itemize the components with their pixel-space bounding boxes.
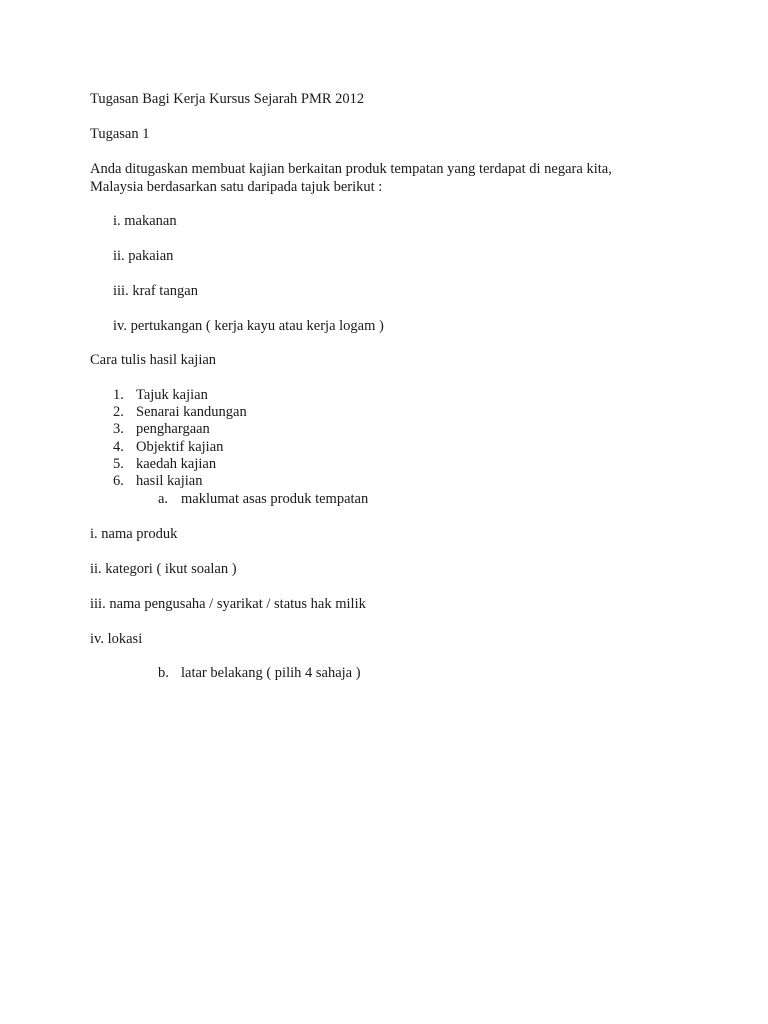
step-text: Objektif kajian xyxy=(136,439,224,455)
detail-item: iii. nama pengusaha / syarikat / status hak milik xyxy=(90,596,366,612)
detail-item: ii. kategori ( ikut soalan ) xyxy=(90,561,237,577)
step-number: 4. xyxy=(113,439,124,455)
step-text: Tajuk kajian xyxy=(136,387,208,403)
step-number: 2. xyxy=(113,404,124,420)
document-title: Tugasan Bagi Kerja Kursus Sejarah PMR 2012 xyxy=(90,91,365,107)
sub-item-number: a. xyxy=(158,491,169,507)
topic-item: ii. pakaian xyxy=(113,248,174,264)
topic-item: i. makanan xyxy=(113,213,177,229)
sub-item-text: maklumat asas produk tempatan xyxy=(181,491,369,507)
topic-item: iii. kraf tangan xyxy=(113,283,198,299)
step-text: hasil kajian xyxy=(136,473,203,489)
step-number: 3. xyxy=(113,421,124,437)
topic-item: iv. pertukangan ( kerja kayu atau kerja logam ) xyxy=(113,318,384,334)
step-text: penghargaan xyxy=(136,421,210,437)
section-heading: Cara tulis hasil kajian xyxy=(90,352,217,368)
sub-item-text: latar belakang ( pilih 4 sahaja ) xyxy=(181,665,361,681)
task-label: Tugasan 1 xyxy=(90,126,150,142)
intro-line-1: Anda ditugaskan membuat kajian berkaitan produk tempatan yang terdapat di negara kita, xyxy=(90,161,612,177)
step-number: 6. xyxy=(113,473,124,489)
step-text: Senarai kandungan xyxy=(136,404,247,420)
step-number: 1. xyxy=(113,387,124,403)
detail-item: i. nama produk xyxy=(90,526,178,542)
detail-item: iv. lokasi xyxy=(90,631,143,647)
step-number: 5. xyxy=(113,456,124,472)
intro-line-2: Malaysia berdasarkan satu daripada tajuk berikut : xyxy=(90,179,383,195)
step-text: kaedah kajian xyxy=(136,456,217,472)
sub-item-number: b. xyxy=(158,665,169,681)
